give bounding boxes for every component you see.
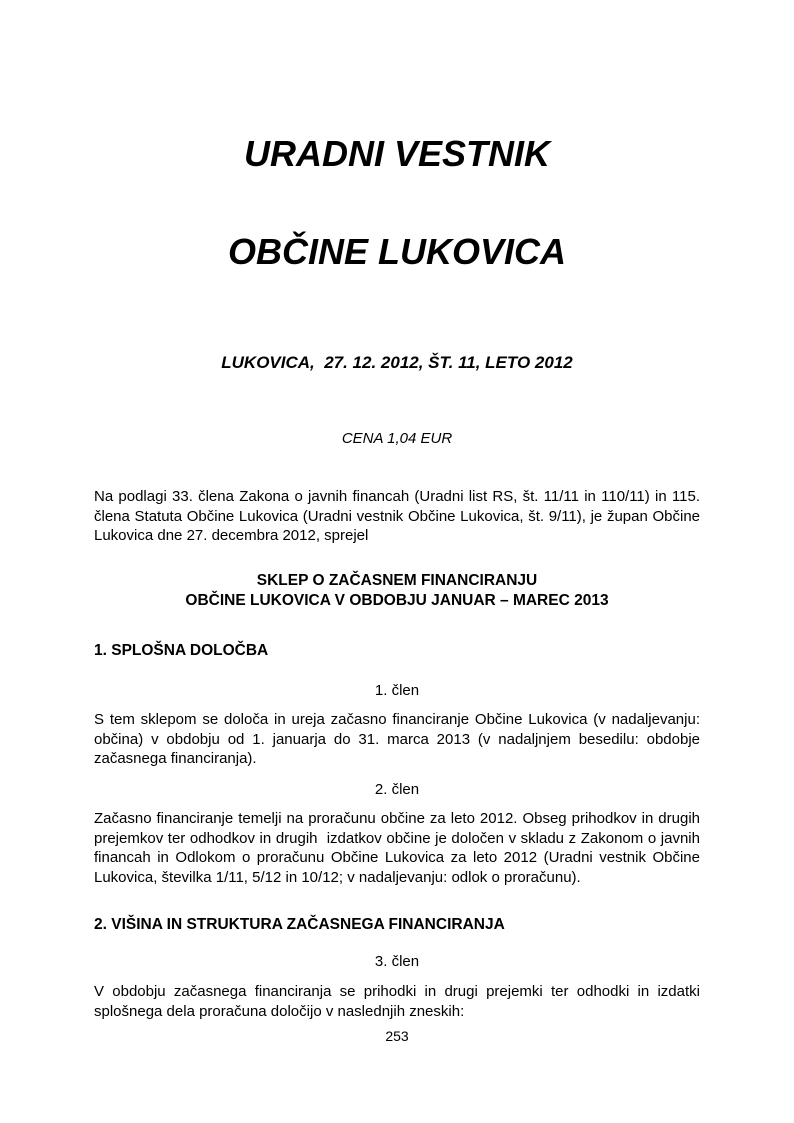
masthead-title-line2: OBČINE LUKOVICA bbox=[227, 231, 566, 272]
issue-line: LUKOVICA, 27. 12. 2012, ŠT. 11, LETO 2012 bbox=[221, 353, 573, 372]
masthead-title-line1: URADNI VESTNIK bbox=[243, 133, 551, 174]
article-2-label: 2. člen bbox=[374, 781, 420, 798]
article-2-body: Začasno financiranje temelji na proračunu občine za leto 2012. Obseg prihodkov in drugih prejemkov ter odhodkov in drugih izdatkov občine je določen v skladu z Zakonom o javnih financah in Odlokom o proračunu Občine Lukovica za leto 2012 (Uradni vestnik Občine Lukovica, številka 1/11, 5/12 in 10/12; v nadaljevanju: odlok o proračunu). bbox=[94, 810, 700, 886]
article-1-label: 1. člen bbox=[374, 682, 420, 699]
price-line: CENA 1,04 EUR bbox=[341, 430, 453, 447]
page-number: 253 bbox=[385, 1028, 409, 1044]
section-2-heading: 2. VIŠINA IN STRUKTURA ZAČASNEGA FINANCIRANJA bbox=[94, 916, 505, 933]
article-3-body: V obdobju začasnega financiranja se prihodki in drugi prejemki ter odhodki in izdatki splošnega dela proračuna določijo v naslednjih zneskih: bbox=[94, 983, 700, 1020]
article-3-label: 3. člen bbox=[374, 953, 420, 970]
decree-title-line1: SKLEP O ZAČASNEM FINANCIRANJU bbox=[256, 572, 538, 589]
article-1-body: S tem sklepom se določa in ureja začasno financiranje Občine Lukovica (v nadaljevanju: občina) v obdobju od 1. januarja do 31. marca 2013 (v nadaljnjem besedilu: obdobje začasnega financiranja). bbox=[94, 711, 700, 767]
section-1-heading: 1. SPLOŠNA DOLOČBA bbox=[94, 642, 269, 659]
decree-title bbox=[94, 571, 700, 611]
preamble-paragraph: Na podlagi 33. člena Zakona o javnih financah (Uradni list RS, št. 11/11 in 110/11) in 115. člena Statuta Občine Lukovica (Uradni vestnik Občine Lukovica, št. 9/11), je župan Občine Lukovica dne 27. decembra 2012, sprejel bbox=[94, 488, 700, 544]
decree-title-line2: OBČINE LUKOVICA V OBDOBJU JANUAR – MAREC 2013 bbox=[185, 592, 609, 609]
